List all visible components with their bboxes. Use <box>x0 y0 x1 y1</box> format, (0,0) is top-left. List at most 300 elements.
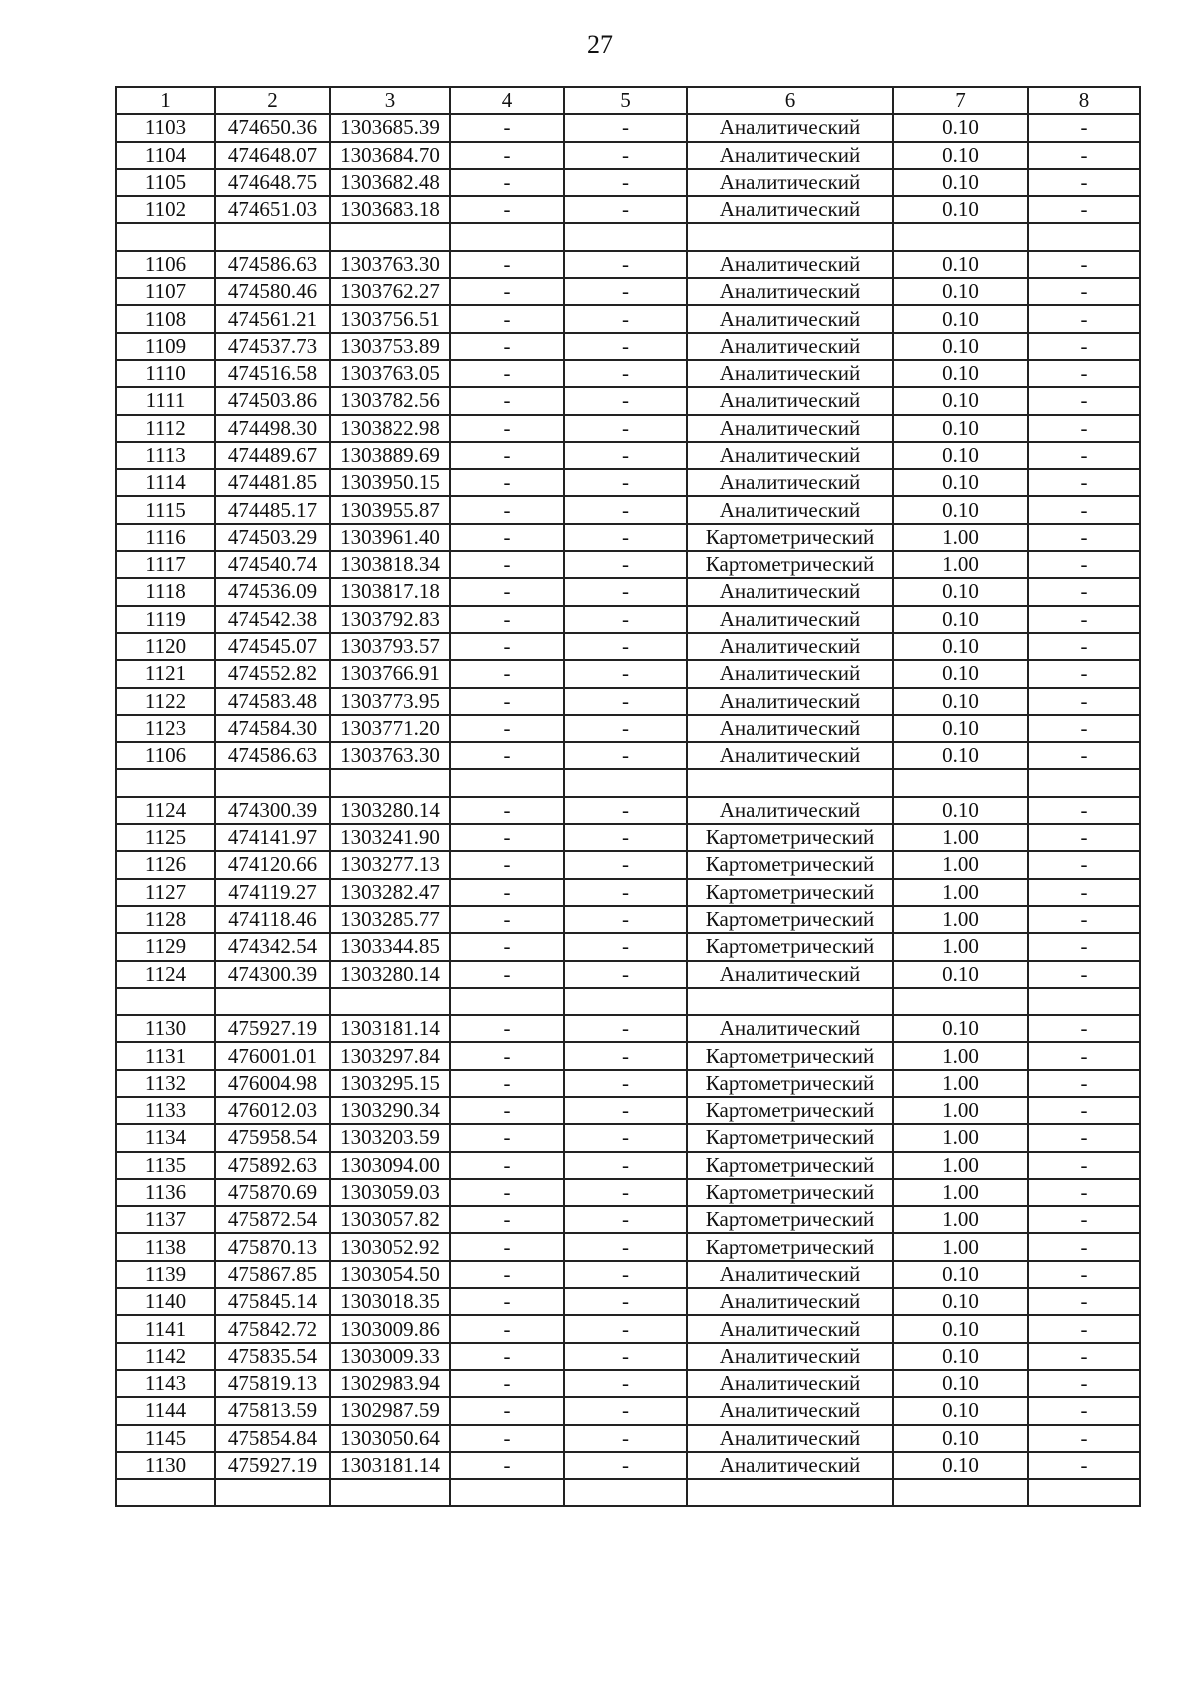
method-cell: Аналитический <box>687 442 893 469</box>
x-coordinate-cell: 474586.63 <box>215 742 330 769</box>
point-number-cell <box>116 1479 215 1506</box>
accuracy-cell: 1.00 <box>893 879 1028 906</box>
table-row <box>116 1397 1140 1424</box>
x-coordinate-cell: 474503.86 <box>215 387 330 414</box>
method-cell: Аналитический <box>687 251 893 278</box>
point-number-cell <box>116 988 215 1015</box>
col-5-cell: - <box>564 933 687 960</box>
col-8-cell: - <box>1028 824 1140 851</box>
col-8-cell: - <box>1028 305 1140 332</box>
table-row <box>116 1288 1140 1315</box>
col-8-cell: - <box>1028 415 1140 442</box>
col-4-cell: - <box>450 360 564 387</box>
col-5-cell: - <box>564 1343 687 1370</box>
col-8-cell: - <box>1028 142 1140 169</box>
col-5-cell: - <box>564 879 687 906</box>
col-8-cell: - <box>1028 906 1140 933</box>
y-coordinate-cell: 1303793.57 <box>330 633 450 660</box>
method-cell: Картометрический <box>687 906 893 933</box>
accuracy-cell: 1.00 <box>893 906 1028 933</box>
point-number-cell: 1121 <box>116 660 215 687</box>
method-cell: Аналитический <box>687 415 893 442</box>
x-coordinate-cell: 475867.85 <box>215 1261 330 1288</box>
point-number-cell: 1145 <box>116 1425 215 1452</box>
col-8-cell <box>1028 223 1140 250</box>
col-4-cell: - <box>450 142 564 169</box>
y-coordinate-cell: 1303683.18 <box>330 196 450 223</box>
col-5-cell: - <box>564 1397 687 1424</box>
col-8-cell: - <box>1028 114 1140 141</box>
col-4-cell: - <box>450 851 564 878</box>
y-coordinate-cell: 1303009.86 <box>330 1315 450 1342</box>
table-row <box>116 1452 1140 1479</box>
col-5-cell: - <box>564 524 687 551</box>
col-5-cell: - <box>564 360 687 387</box>
point-number-cell: 1123 <box>116 715 215 742</box>
col-4-cell: - <box>450 879 564 906</box>
y-coordinate-cell: 1303297.84 <box>330 1042 450 1069</box>
y-coordinate-cell: 1303050.64 <box>330 1425 450 1452</box>
point-number-cell: 1126 <box>116 851 215 878</box>
x-coordinate-cell: 474342.54 <box>215 933 330 960</box>
table-row <box>116 660 1140 687</box>
x-coordinate-cell: 474300.39 <box>215 961 330 988</box>
col-4-cell: - <box>450 114 564 141</box>
table-row <box>116 524 1140 551</box>
table-row <box>116 114 1140 141</box>
y-coordinate-cell: 1303280.14 <box>330 797 450 824</box>
x-coordinate-cell: 476001.01 <box>215 1042 330 1069</box>
point-number-cell: 1130 <box>116 1452 215 1479</box>
accuracy-cell: 0.10 <box>893 688 1028 715</box>
method-cell: Аналитический <box>687 387 893 414</box>
table-row <box>116 824 1140 851</box>
y-coordinate-cell: 1303950.15 <box>330 469 450 496</box>
accuracy-cell: 0.10 <box>893 142 1028 169</box>
col-8-cell: - <box>1028 879 1140 906</box>
col-5-cell: - <box>564 797 687 824</box>
point-number-cell: 1106 <box>116 742 215 769</box>
col-8-cell: - <box>1028 442 1140 469</box>
method-cell: Картометрический <box>687 1179 893 1206</box>
method-cell: Аналитический <box>687 142 893 169</box>
col-4-cell: - <box>450 1070 564 1097</box>
col-8-cell: - <box>1028 469 1140 496</box>
point-number-cell: 1115 <box>116 496 215 523</box>
y-coordinate-cell: 1303295.15 <box>330 1070 450 1097</box>
col-5-cell: - <box>564 906 687 933</box>
col-8-cell: - <box>1028 1370 1140 1397</box>
accuracy-cell <box>893 223 1028 250</box>
col-5-cell: - <box>564 551 687 578</box>
method-cell: Аналитический <box>687 742 893 769</box>
x-coordinate-cell: 474498.30 <box>215 415 330 442</box>
col-5-cell: - <box>564 114 687 141</box>
method-cell: Картометрический <box>687 551 893 578</box>
col-8-cell: - <box>1028 1233 1140 1260</box>
method-cell: Аналитический <box>687 660 893 687</box>
table-row <box>116 1425 1140 1452</box>
accuracy-cell: 1.00 <box>893 1152 1028 1179</box>
y-coordinate-cell: 1303094.00 <box>330 1152 450 1179</box>
method-cell: Аналитический <box>687 1425 893 1452</box>
accuracy-cell: 0.10 <box>893 1015 1028 1042</box>
accuracy-cell: 1.00 <box>893 933 1028 960</box>
col-4-cell: - <box>450 660 564 687</box>
col-4-cell: - <box>450 1343 564 1370</box>
x-coordinate-cell: 474552.82 <box>215 660 330 687</box>
col-8-cell: - <box>1028 660 1140 687</box>
point-number-cell: 1137 <box>116 1206 215 1233</box>
method-cell: Аналитический <box>687 606 893 633</box>
method-cell: Аналитический <box>687 633 893 660</box>
x-coordinate-cell: 475927.19 <box>215 1452 330 1479</box>
table-row <box>116 742 1140 769</box>
x-coordinate-cell: 474485.17 <box>215 496 330 523</box>
col-4-cell: - <box>450 1206 564 1233</box>
x-coordinate-cell: 475872.54 <box>215 1206 330 1233</box>
accuracy-cell: 0.10 <box>893 742 1028 769</box>
point-number-cell: 1107 <box>116 278 215 305</box>
accuracy-cell: 1.00 <box>893 1042 1028 1069</box>
method-cell: Картометрический <box>687 1042 893 1069</box>
col-4-cell: - <box>450 442 564 469</box>
col-4-cell: - <box>450 524 564 551</box>
col-5-cell: - <box>564 961 687 988</box>
method-cell: Аналитический <box>687 1397 893 1424</box>
x-coordinate-cell: 474542.38 <box>215 606 330 633</box>
method-cell: Аналитический <box>687 578 893 605</box>
method-cell: Картометрический <box>687 824 893 851</box>
method-cell: Картометрический <box>687 1097 893 1124</box>
col-8-cell: - <box>1028 333 1140 360</box>
header-cell-8: 8 <box>1028 87 1140 114</box>
col-5-cell: - <box>564 606 687 633</box>
col-5-cell: - <box>564 742 687 769</box>
accuracy-cell: 0.10 <box>893 196 1028 223</box>
col-4-cell <box>450 769 564 796</box>
method-cell: Картометрический <box>687 524 893 551</box>
point-number-cell: 1118 <box>116 578 215 605</box>
col-5-cell: - <box>564 1015 687 1042</box>
method-cell: Картометрический <box>687 1233 893 1260</box>
table-row <box>116 578 1140 605</box>
y-coordinate-cell: 1303282.47 <box>330 879 450 906</box>
table-row <box>116 1261 1140 1288</box>
x-coordinate-cell: 474489.67 <box>215 442 330 469</box>
x-coordinate-cell: 474536.09 <box>215 578 330 605</box>
header-cell-6: 6 <box>687 87 893 114</box>
header-cell-4: 4 <box>450 87 564 114</box>
method-cell: Аналитический <box>687 797 893 824</box>
table-row <box>116 961 1140 988</box>
col-4-cell: - <box>450 1042 564 1069</box>
header-cell-5: 5 <box>564 87 687 114</box>
x-coordinate-cell <box>215 769 330 796</box>
x-coordinate-cell: 474503.29 <box>215 524 330 551</box>
accuracy-cell: 1.00 <box>893 1206 1028 1233</box>
col-5-cell: - <box>564 1070 687 1097</box>
col-4-cell: - <box>450 606 564 633</box>
y-coordinate-cell: 1303753.89 <box>330 333 450 360</box>
header-cell-2: 2 <box>215 87 330 114</box>
col-4-cell: - <box>450 1097 564 1124</box>
y-coordinate-cell: 1303009.33 <box>330 1343 450 1370</box>
method-cell: Аналитический <box>687 1288 893 1315</box>
col-5-cell: - <box>564 578 687 605</box>
col-4-cell: - <box>450 169 564 196</box>
method-cell: Аналитический <box>687 360 893 387</box>
col-8-cell <box>1028 769 1140 796</box>
col-4-cell <box>450 223 564 250</box>
table-body <box>116 87 1140 1506</box>
col-8-cell: - <box>1028 551 1140 578</box>
y-coordinate-cell <box>330 223 450 250</box>
col-5-cell: - <box>564 142 687 169</box>
y-coordinate-cell: 1303763.30 <box>330 251 450 278</box>
col-5-cell: - <box>564 824 687 851</box>
col-8-cell: - <box>1028 688 1140 715</box>
y-coordinate-cell: 1303763.30 <box>330 742 450 769</box>
col-4-cell: - <box>450 278 564 305</box>
method-cell: Аналитический <box>687 196 893 223</box>
y-coordinate-cell: 1303241.90 <box>330 824 450 851</box>
point-number-cell: 1111 <box>116 387 215 414</box>
table-row <box>116 278 1140 305</box>
col-4-cell: - <box>450 1288 564 1315</box>
col-4-cell: - <box>450 196 564 223</box>
point-number-cell: 1104 <box>116 142 215 169</box>
point-number-cell: 1144 <box>116 1397 215 1424</box>
point-number-cell: 1125 <box>116 824 215 851</box>
x-coordinate-cell <box>215 1479 330 1506</box>
y-coordinate-cell: 1303756.51 <box>330 305 450 332</box>
y-coordinate-cell: 1303684.70 <box>330 142 450 169</box>
col-5-cell <box>564 988 687 1015</box>
col-5-cell: - <box>564 196 687 223</box>
x-coordinate-cell: 474561.21 <box>215 305 330 332</box>
table-row <box>116 1343 1140 1370</box>
col-4-cell: - <box>450 906 564 933</box>
col-8-cell: - <box>1028 578 1140 605</box>
x-coordinate-cell: 474119.27 <box>215 879 330 906</box>
col-4-cell: - <box>450 797 564 824</box>
col-4-cell: - <box>450 578 564 605</box>
table-row <box>116 415 1140 442</box>
col-8-cell: - <box>1028 961 1140 988</box>
x-coordinate-cell: 474540.74 <box>215 551 330 578</box>
x-coordinate-cell: 475892.63 <box>215 1152 330 1179</box>
header-cell-3: 3 <box>330 87 450 114</box>
x-coordinate-cell: 475870.13 <box>215 1233 330 1260</box>
y-coordinate-cell: 1303771.20 <box>330 715 450 742</box>
col-8-cell: - <box>1028 1425 1140 1452</box>
accuracy-cell: 0.10 <box>893 961 1028 988</box>
col-8-cell: - <box>1028 251 1140 278</box>
table-row <box>116 1042 1140 1069</box>
y-coordinate-cell: 1303059.03 <box>330 1179 450 1206</box>
x-coordinate-cell: 474120.66 <box>215 851 330 878</box>
point-number-cell: 1142 <box>116 1343 215 1370</box>
col-4-cell: - <box>450 305 564 332</box>
point-number-cell: 1131 <box>116 1042 215 1069</box>
table-row <box>116 1097 1140 1124</box>
header-cell-7: 7 <box>893 87 1028 114</box>
table-row <box>116 496 1140 523</box>
point-number-cell: 1130 <box>116 1015 215 1042</box>
table-row <box>116 633 1140 660</box>
x-coordinate-cell: 476012.03 <box>215 1097 330 1124</box>
accuracy-cell <box>893 988 1028 1015</box>
col-5-cell: - <box>564 251 687 278</box>
col-8-cell: - <box>1028 1397 1140 1424</box>
page-number: 27 <box>587 30 613 59</box>
accuracy-cell: 0.10 <box>893 114 1028 141</box>
point-number-cell: 1139 <box>116 1261 215 1288</box>
table-row <box>116 606 1140 633</box>
col-4-cell: - <box>450 1179 564 1206</box>
col-8-cell: - <box>1028 278 1140 305</box>
point-number-cell: 1113 <box>116 442 215 469</box>
col-5-cell: - <box>564 415 687 442</box>
col-4-cell: - <box>450 496 564 523</box>
y-coordinate-cell <box>330 769 450 796</box>
point-number-cell: 1109 <box>116 333 215 360</box>
accuracy-cell: 1.00 <box>893 824 1028 851</box>
x-coordinate-cell: 474516.58 <box>215 360 330 387</box>
y-coordinate-cell: 1303773.95 <box>330 688 450 715</box>
method-cell <box>687 769 893 796</box>
x-coordinate-cell: 476004.98 <box>215 1070 330 1097</box>
col-4-cell: - <box>450 1425 564 1452</box>
accuracy-cell: 0.10 <box>893 333 1028 360</box>
y-coordinate-cell: 1303766.91 <box>330 660 450 687</box>
method-cell: Аналитический <box>687 305 893 332</box>
y-coordinate-cell: 1303822.98 <box>330 415 450 442</box>
method-cell: Аналитический <box>687 1452 893 1479</box>
y-coordinate-cell <box>330 988 450 1015</box>
x-coordinate-cell: 474650.36 <box>215 114 330 141</box>
col-4-cell: - <box>450 633 564 660</box>
col-4-cell: - <box>450 1370 564 1397</box>
method-cell: Аналитический <box>687 496 893 523</box>
point-number-cell: 1110 <box>116 360 215 387</box>
table-row <box>116 551 1140 578</box>
col-4-cell: - <box>450 1015 564 1042</box>
y-coordinate-cell: 1303763.05 <box>330 360 450 387</box>
y-coordinate-cell: 1303285.77 <box>330 906 450 933</box>
col-4-cell: - <box>450 933 564 960</box>
point-number-cell: 1124 <box>116 797 215 824</box>
col-5-cell: - <box>564 1425 687 1452</box>
table-row <box>116 1179 1140 1206</box>
col-4-cell: - <box>450 1315 564 1342</box>
col-4-cell: - <box>450 961 564 988</box>
col-5-cell: - <box>564 387 687 414</box>
y-coordinate-cell: 1303961.40 <box>330 524 450 551</box>
table-row <box>116 196 1140 223</box>
method-cell: Аналитический <box>687 1343 893 1370</box>
accuracy-cell: 0.10 <box>893 1343 1028 1370</box>
col-8-cell: - <box>1028 360 1140 387</box>
accuracy-cell: 0.10 <box>893 578 1028 605</box>
method-cell <box>687 988 893 1015</box>
method-cell: Аналитический <box>687 114 893 141</box>
col-5-cell: - <box>564 1124 687 1151</box>
col-8-cell: - <box>1028 1206 1140 1233</box>
method-cell: Аналитический <box>687 469 893 496</box>
x-coordinate-cell <box>215 223 330 250</box>
col-4-cell: - <box>450 415 564 442</box>
col-5-cell: - <box>564 169 687 196</box>
x-coordinate-cell: 474580.46 <box>215 278 330 305</box>
accuracy-cell: 1.00 <box>893 1233 1028 1260</box>
point-number-cell: 1108 <box>116 305 215 332</box>
table-row <box>116 305 1140 332</box>
point-number-cell: 1114 <box>116 469 215 496</box>
accuracy-cell: 0.10 <box>893 1261 1028 1288</box>
y-coordinate-cell: 1303817.18 <box>330 578 450 605</box>
x-coordinate-cell: 475927.19 <box>215 1015 330 1042</box>
table-row <box>116 797 1140 824</box>
table-row <box>116 1152 1140 1179</box>
x-coordinate-cell: 475813.59 <box>215 1397 330 1424</box>
x-coordinate-cell: 474584.30 <box>215 715 330 742</box>
y-coordinate-cell: 1303685.39 <box>330 114 450 141</box>
method-cell: Аналитический <box>687 1261 893 1288</box>
col-8-cell: - <box>1028 1152 1140 1179</box>
point-number-cell: 1129 <box>116 933 215 960</box>
table-row <box>116 1124 1140 1151</box>
y-coordinate-cell: 1303018.35 <box>330 1288 450 1315</box>
x-coordinate-cell: 474481.85 <box>215 469 330 496</box>
table-separator-row <box>116 988 1140 1015</box>
x-coordinate-cell <box>215 988 330 1015</box>
method-cell: Аналитический <box>687 1315 893 1342</box>
table-row <box>116 442 1140 469</box>
point-number-cell: 1143 <box>116 1370 215 1397</box>
col-8-cell: - <box>1028 169 1140 196</box>
col-5-cell: - <box>564 278 687 305</box>
col-5-cell: - <box>564 1042 687 1069</box>
x-coordinate-cell: 475870.69 <box>215 1179 330 1206</box>
header-cell-1: 1 <box>116 87 215 114</box>
y-coordinate-cell: 1303344.85 <box>330 933 450 960</box>
y-coordinate-cell: 1303762.27 <box>330 278 450 305</box>
table-row <box>116 906 1140 933</box>
point-number-cell: 1103 <box>116 114 215 141</box>
point-number-cell: 1135 <box>116 1152 215 1179</box>
point-number-cell: 1112 <box>116 415 215 442</box>
y-coordinate-cell: 1303889.69 <box>330 442 450 469</box>
x-coordinate-cell: 474586.63 <box>215 251 330 278</box>
table-row <box>116 333 1140 360</box>
col-5-cell: - <box>564 496 687 523</box>
col-4-cell: - <box>450 387 564 414</box>
accuracy-cell: 1.00 <box>893 1179 1028 1206</box>
table-row <box>116 879 1140 906</box>
col-5-cell: - <box>564 305 687 332</box>
col-5-cell: - <box>564 1233 687 1260</box>
accuracy-cell: 0.10 <box>893 469 1028 496</box>
accuracy-cell: 0.10 <box>893 169 1028 196</box>
col-5-cell: - <box>564 715 687 742</box>
col-4-cell: - <box>450 1233 564 1260</box>
table-row <box>116 251 1140 278</box>
col-8-cell: - <box>1028 1315 1140 1342</box>
col-8-cell: - <box>1028 1261 1140 1288</box>
col-5-cell: - <box>564 851 687 878</box>
